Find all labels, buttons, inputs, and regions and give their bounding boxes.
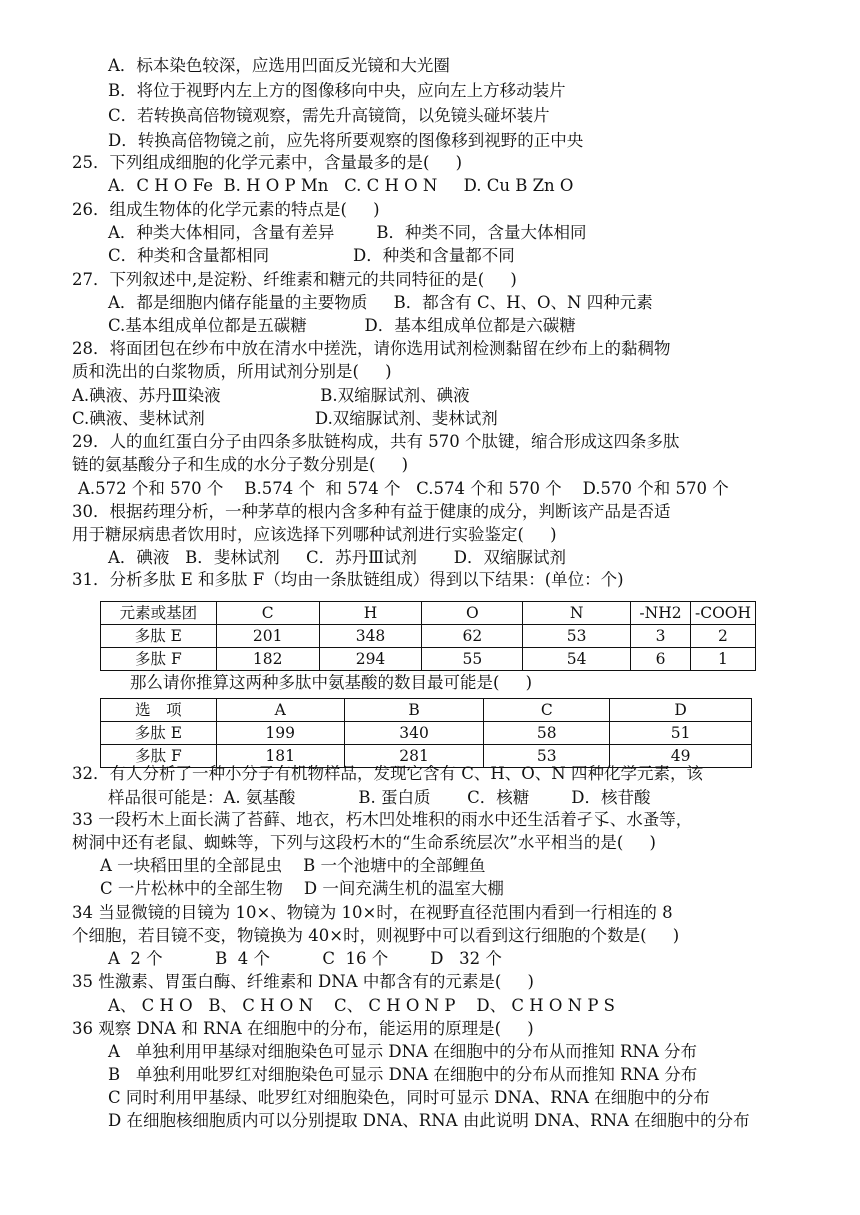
text-line: A.572 个和 570 个 B.574 个 和 574 个 C.574 个和 570 个 D.570 个和 570 个	[78, 479, 729, 498]
text-line: 质和洗出的白浆物质，所用试剂分别是( )	[72, 362, 392, 381]
question-31-prompt: 那么请你推算这两种多肽中氨基酸的数目最可能是( )	[130, 673, 533, 692]
table-cell: 58	[484, 722, 610, 745]
table-header-cell: A	[216, 699, 344, 722]
text-line: 链的氨基酸分子和生成的水分子数分别是( )	[72, 455, 409, 474]
text-line: A 2 个 B 4 个 C 16 个 D 32 个	[108, 949, 502, 968]
table-header-cell: -NH2	[631, 602, 691, 625]
table-header-cell: 选 项	[101, 699, 217, 722]
table-header-cell: H	[319, 602, 422, 625]
table-cell: 1	[690, 648, 755, 671]
text-line: A．都是细胞内储存能量的主要物质 B．都含有 C、H、O、N 四种元素	[108, 293, 653, 312]
table-cell: 62	[422, 625, 523, 648]
table-header-row	[101, 602, 756, 625]
table-cell: 182	[216, 648, 319, 671]
table-cell: 340	[344, 722, 484, 745]
text-line: 30．根据药理分析，一种茅草的根内含多种有益于健康的成分，判断该产品是否适	[72, 502, 671, 521]
text-line: D．转换高倍物镜之前，应先将所要观察的图像移到视野的正中央	[108, 131, 584, 150]
table-header-cell: O	[422, 602, 523, 625]
table-header-cell: B	[344, 699, 484, 722]
table-cell: 348	[319, 625, 422, 648]
table-row	[101, 722, 752, 745]
text-line: 28．将面团包在纱布中放在清水中搓洗，请你选用试剂检测黏留在纱布上的黏稠物	[72, 339, 671, 358]
text-line: D 在细胞核细胞质内可以分别提取 DNA、RNA 由此说明 DNA、RNA 在细胞中的分布	[108, 1111, 750, 1130]
text-line: 32．有人分析了一种小分子有机物样品，发现它含有 C、H、O、N 四种化学元素，该	[72, 764, 703, 783]
text-line: 个细胞，若目镜不变，物镜换为 40×时，则视野中可以看到这行细胞的个数是( )	[72, 926, 680, 945]
table-cell: 281	[344, 745, 484, 768]
text-line: 31．分析多肽 E 和多肽 F（均由一条肽链组成）得到以下结果：(单位：个)	[72, 570, 624, 589]
text-line: A.碘液、苏丹Ⅲ染液 B.双缩脲试剂、碘液	[72, 386, 470, 405]
table-cell: 49	[610, 745, 752, 768]
table-cell: 3	[631, 625, 691, 648]
table-header-cell: -COOH	[690, 602, 755, 625]
table-row	[101, 625, 756, 648]
table-cell: 多肽 E	[101, 722, 217, 745]
table-row	[101, 648, 756, 671]
peptide-element-table	[100, 601, 756, 671]
table-cell: 294	[319, 648, 422, 671]
text-line: 用于糖尿病患者饮用时，应该选择下列哪种试剂进行实验鉴定( )	[72, 525, 557, 544]
text-line: 29．人的血红蛋白分子由四条多肽链构成，共有 570 个肽键，缩合形成这四条多肽	[72, 432, 680, 451]
table-cell: 多肽 E	[101, 625, 217, 648]
text-line: A．种类大体相同，含量有差异 B．种类不同，含量大体相同	[108, 223, 587, 242]
text-line: C．若转换高倍物镜观察，需先升高镜筒，以免镜头碰坏装片	[108, 106, 550, 125]
table-cell: 199	[216, 722, 344, 745]
text-line: A．碘液 B．斐林试剂 C．苏丹Ⅲ试剂 D．双缩脲试剂	[108, 548, 566, 567]
text-line: 25．下列组成细胞的化学元素中，含量最多的是( )	[72, 153, 463, 172]
text-line: C.基本组成单位都是五碳糖 D．基本组成单位都是六碳糖	[108, 316, 576, 335]
text-line: A．标本染色较深，应选用凹面反光镜和大光圈	[108, 56, 450, 75]
text-line: A．C H O Fe B. H O P Mn C. C H O N D. Cu B Zn O	[108, 176, 574, 195]
text-line: 36 观察 DNA 和 RNA 在细胞中的分布，能运用的原理是( )	[72, 1019, 534, 1038]
table-header-cell: C	[216, 602, 319, 625]
table-cell: 181	[216, 745, 344, 768]
text-line: A 单独利用甲基绿对细胞染色可显示 DNA 在细胞中的分布从而推知 RNA 分布	[108, 1042, 697, 1061]
table-cell: 53	[523, 625, 631, 648]
table-cell: 多肽 F	[101, 745, 217, 768]
text-line: A 一块稻田里的全部昆虫 B 一个池塘中的全部鲤鱼	[100, 856, 486, 875]
text-line: C．种类和含量都相同 D．种类和含量都不同	[108, 246, 515, 265]
text-line: B 单独利用吡罗红对细胞染色可显示 DNA 在细胞中的分布从而推知 RNA 分布	[108, 1065, 698, 1084]
text-line: 26．组成生物体的化学元素的特点是( )	[72, 200, 380, 219]
text-line: C 同时利用甲基绿、吡罗红对细胞染色，同时可显示 DNA、RNA 在细胞中的分布	[108, 1088, 710, 1107]
table-header-cell: 元素或基团	[101, 602, 217, 625]
table-cell: 55	[422, 648, 523, 671]
table-header-row	[101, 699, 752, 722]
text-line: 树洞中还有老鼠、蜘蛛等，下列与这段朽木的“生命系统层次”水平相当的是( )	[72, 833, 656, 852]
text-line: 27．下列叙述中,是淀粉、纤维素和糖元的共同特征的是( )	[72, 270, 517, 289]
text-line: 样品很可能是：A. 氨基酸 B. 蛋白质 C．核糖 D．核苷酸	[108, 788, 651, 807]
table-cell: 6	[631, 648, 691, 671]
text-line: B．将位于视野内左上方的图像移向中央，应向左上方移动装片	[108, 81, 566, 100]
table-cell: 2	[690, 625, 755, 648]
table-header-cell: D	[610, 699, 752, 722]
table-cell: 53	[484, 745, 610, 768]
amino-acid-options-table	[100, 698, 752, 768]
text-line: 33 一段朽木上面长满了苔藓、地衣，朽木凹处堆积的雨水中还生活着孑孓、水蚤等，	[72, 810, 693, 829]
text-line: C 一片松林中的全部生物 D 一间充满生机的温室大棚	[100, 879, 504, 898]
table-cell: 多肽 F	[101, 648, 217, 671]
table-cell: 51	[610, 722, 752, 745]
table-header-cell: C	[484, 699, 610, 722]
text-line: C.碘液、斐林试剂 D.双缩脲试剂、斐林试剂	[72, 409, 498, 428]
table-cell: 54	[523, 648, 631, 671]
text-line: 34 当显微镜的目镜为 10×、物镜为 10×时，在视野直径范围内看到一行相连的 8	[72, 903, 673, 922]
table-cell: 201	[216, 625, 319, 648]
table-header-cell: N	[523, 602, 631, 625]
text-line: A、 C H O B、 C H O N C、 C H O N P D、 C H O N P S	[108, 996, 615, 1015]
text-line: 35 性激素、胃蛋白酶、纤维素和 DNA 中都含有的元素是( )	[72, 972, 534, 991]
